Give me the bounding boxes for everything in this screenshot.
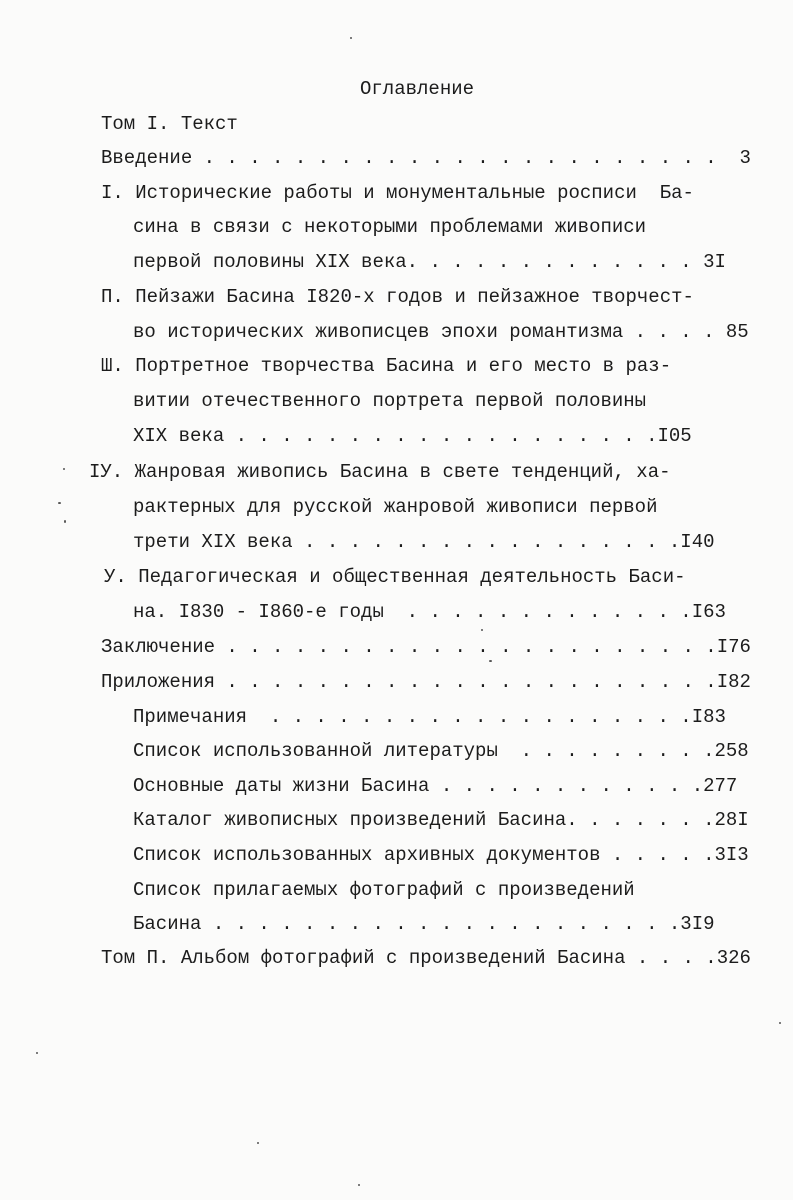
scan-speck xyxy=(779,1022,781,1024)
scan-speck xyxy=(257,1142,259,1144)
toc-line: рактерных для русской жанровой живописи первой xyxy=(133,496,658,518)
toc-line: Список прилагаемых фотографий с произведений xyxy=(133,879,635,901)
toc-line: Том П. Альбом фотографий с произведений Басина . . . .326 xyxy=(101,947,751,969)
toc-line: Том I. Текст xyxy=(101,113,238,135)
toc-line: I. Исторические работы и монументальные росписи Ба- xyxy=(101,182,694,204)
scan-speck xyxy=(36,1052,38,1054)
toc-line: Заключение . . . . . . . . . . . . . . . . . . . . . .I76 xyxy=(101,636,751,658)
toc-line: IУ. Жанровая живопись Басина в свете тенденций, ха- xyxy=(89,461,671,483)
toc-line: Список использованной литературы . . . . . . . . .258 xyxy=(133,740,749,762)
scan-speck xyxy=(63,468,65,470)
scan-speck xyxy=(64,520,66,523)
toc-heading: Оглавление xyxy=(360,78,475,100)
toc-line: сина в связи с некоторыми проблемами живописи xyxy=(133,216,647,238)
toc-line: Примечания . . . . . . . . . . . . . . . . . . .I83 xyxy=(133,706,726,728)
toc-line: Введение . . . . . . . . . . . . . . . . . . . . . . . 3 xyxy=(101,147,751,169)
scan-speck xyxy=(358,1184,360,1186)
toc-line: У. Педагогическая и общественная деятельность Баси- xyxy=(104,566,686,588)
scan-speck xyxy=(481,629,483,631)
toc-line: первой половины XIX века. . . . . . . . . . . . . 3I xyxy=(133,251,726,273)
toc-line: Ш. Портретное творчества Басина и его место в раз- xyxy=(101,355,672,377)
toc-line: на. I830 - I860-е годы . . . . . . . . . . . . .I63 xyxy=(133,601,726,623)
toc-line: Основные даты жизни Басина . . . . . . . . . . . .277 xyxy=(133,775,738,797)
scan-speck xyxy=(58,502,61,504)
toc-line: Список использованных архивных документов . . . . .3I3 xyxy=(133,844,749,866)
scan-speck xyxy=(489,660,492,662)
toc-line: П. Пейзажи Басина I820-х годов и пейзажное творчест- xyxy=(101,286,694,308)
toc-line: Каталог живописных произведений Басина. . . . . . .28I xyxy=(133,809,749,831)
toc-line: XIX века . . . . . . . . . . . . . . . . . . .I05 xyxy=(133,425,692,447)
toc-line: трети XIX века . . . . . . . . . . . . . . . . .I40 xyxy=(133,531,715,553)
toc-line: во исторических живописцев эпохи романтизма . . . . 85 xyxy=(133,321,749,343)
toc-line: Басина . . . . . . . . . . . . . . . . . . . . .3I9 xyxy=(133,913,715,935)
toc-line: Приложения . . . . . . . . . . . . . . . . . . . . . .I82 xyxy=(101,671,751,693)
scan-speck xyxy=(350,37,352,39)
toc-line: витии отечественного портрета первой половины xyxy=(133,390,647,412)
